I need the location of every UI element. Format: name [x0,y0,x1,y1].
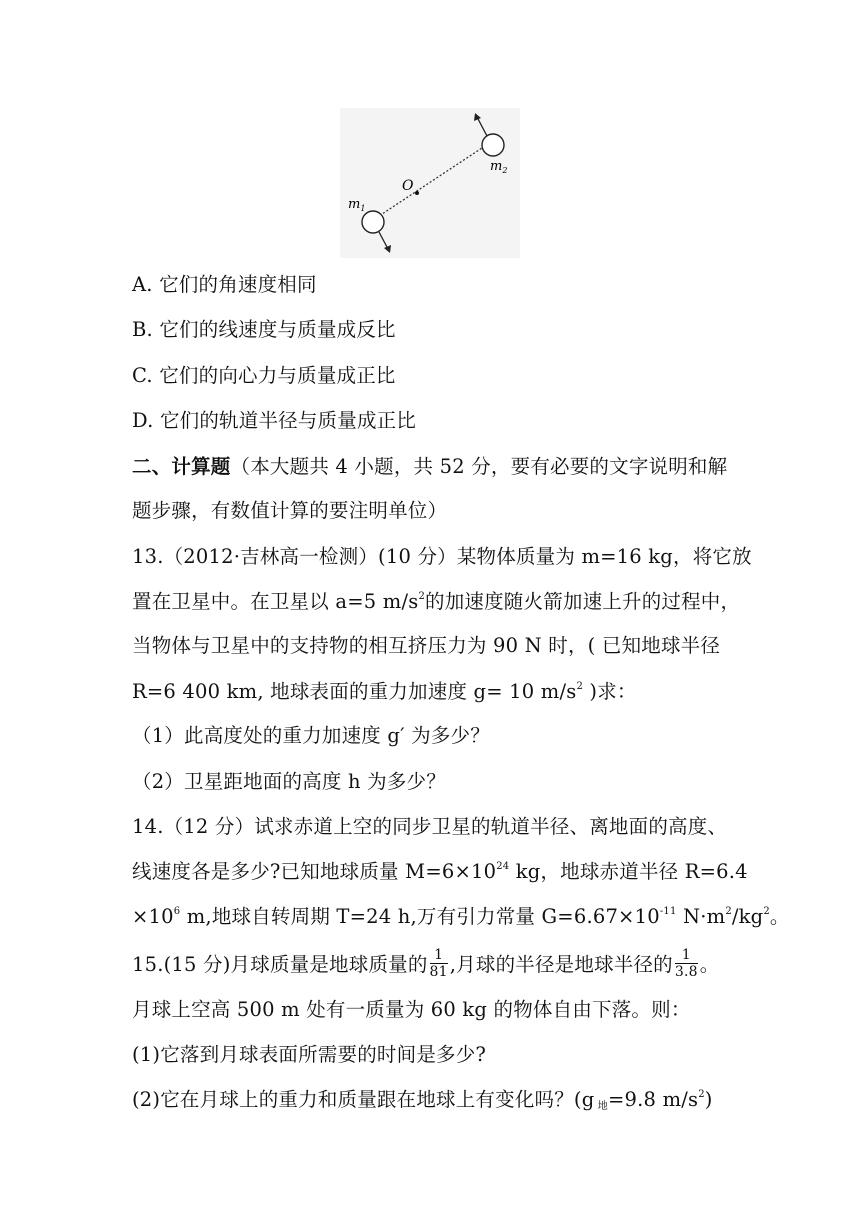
label-m1: $m_1$ [348,197,366,213]
q13-line4-text-b: )求： [583,680,637,703]
q15-sub2-text-c: ) [704,1088,713,1111]
m1-arrowhead [384,245,391,253]
fraction-1-81 [430,947,448,980]
q13-line1: 13.（2012·吉林高一检测）(10 分）某物体质量为 m=16 kg，将它放 [132,545,752,568]
mass-m2-circle [482,134,504,156]
q15-line2: 月球上空高 500 m 处有一质量为 60 kg 的物体自由下落。则： [132,998,691,1021]
m2-arrowhead [474,113,481,121]
q15-line1-text-c: 。 [699,953,720,976]
option-a [132,273,317,297]
connecting-line [373,144,488,220]
q14-line1: 14.（12 分）试求赤道上空的同步卫星的轨道半径、离地面的高度、 [132,815,728,838]
binary-star-diagram [340,108,520,258]
q14-line3-text-d: /kg [731,905,764,928]
option-letter: B. [132,318,153,341]
q15-line1 [132,949,719,982]
q14-line3 [132,905,790,929]
mass-m1-circle [362,211,384,233]
superscript: 24 [496,861,510,872]
q14-line3-text-e: 。 [769,905,790,928]
fraction-numerator: 1 [430,947,448,964]
section-heading-line [132,455,727,479]
q13-sub2: （2）卫星距地面的高度 h 为多少？ [132,770,446,793]
q13-sub1: （1）此高度处的重力加速度 g′ 为多少？ [132,724,490,747]
q13-line3: 当物体与卫星中的支持物的相互挤压力为 90 N 时，( 已知地球半径 [132,634,721,657]
superscript: 2 [576,681,584,692]
superscript: 2 [698,1089,705,1100]
q15-sub1: (1)它落到月球表面所需要的时间是多少? [132,1043,487,1066]
option-text: 它们的向心力与质量成正比 [159,364,396,387]
fraction-numerator: 1 [675,947,698,964]
option-b [132,318,396,342]
option-letter: D. [132,409,154,432]
q13-line2-text-b: 的加速度随火箭加速上升的过程中， [425,590,741,613]
superscript: 2 [725,906,732,917]
option-text: 它们的线速度与质量成反比 [159,318,396,341]
q15-sub2-text: (2)它在月球上的重力和质量跟在地球上有变化吗？(g [132,1088,595,1111]
option-text: 它们的角速度相同 [159,273,317,296]
option-d [132,409,416,433]
q15-sub2 [132,1088,713,1112]
q14-line3-text-c: N·m [676,905,726,928]
fraction-denominator: 3.8 [674,964,698,980]
q13-line2 [132,590,740,614]
q14-line3-text-b: m,地球自转周期 T=24 h,万有引力常量 G=6.67×10 [180,905,660,928]
superscript: 2 [418,591,425,602]
section-heading: 二、计算题 [132,455,231,478]
q13-line2-text: 置在卫星中。在卫星以 a=5 m/s [132,590,419,613]
superscript: -11 [659,906,677,917]
label-o: O [402,178,414,194]
label-m2: $m_2$ [490,159,508,175]
m2-velocity-arrow [477,117,487,136]
option-letter: C. [132,364,153,387]
binary-star-figure [340,108,520,258]
q15-line1-text: 15.(15 分)月球质量是地球质量的 [132,953,428,976]
option-letter: A. [132,273,153,296]
q13-line4 [132,680,637,704]
q15-line1-text-b: ,月球的半径是地球半径的 [449,953,673,976]
fraction-denominator: 81 [429,964,448,980]
superscript: 2 [763,906,770,917]
option-c [132,364,396,388]
q14-line2-text-b: kg，地球赤道半径 R=6.4 [509,860,748,883]
center-point-o [415,191,419,195]
q14-line2 [132,860,748,884]
q15-sub2-text-b: =9.8 m/s [608,1088,699,1111]
q14-line3-text: ×10 [132,905,174,928]
q14-line2-text: 线速度各是多少?已知地球质量 M=6×10 [132,860,497,883]
section-intro: （本大题共 4 小题，共 52 分，要有必要的文字说明和解 [230,455,728,478]
section-intro-line2: 题步骤，有数值计算的要注明单位） [132,499,448,522]
option-text: 它们的轨道半径与质量成正比 [159,409,417,432]
superscript: 6 [173,906,181,917]
m1-velocity-arrow [379,232,388,249]
q13-line4-text: R=6 400 km, 地球表面的重力加速度 g= 10 m/s [132,680,577,703]
fraction-1-3-8 [675,947,698,980]
subscript: 地 [594,1101,609,1112]
